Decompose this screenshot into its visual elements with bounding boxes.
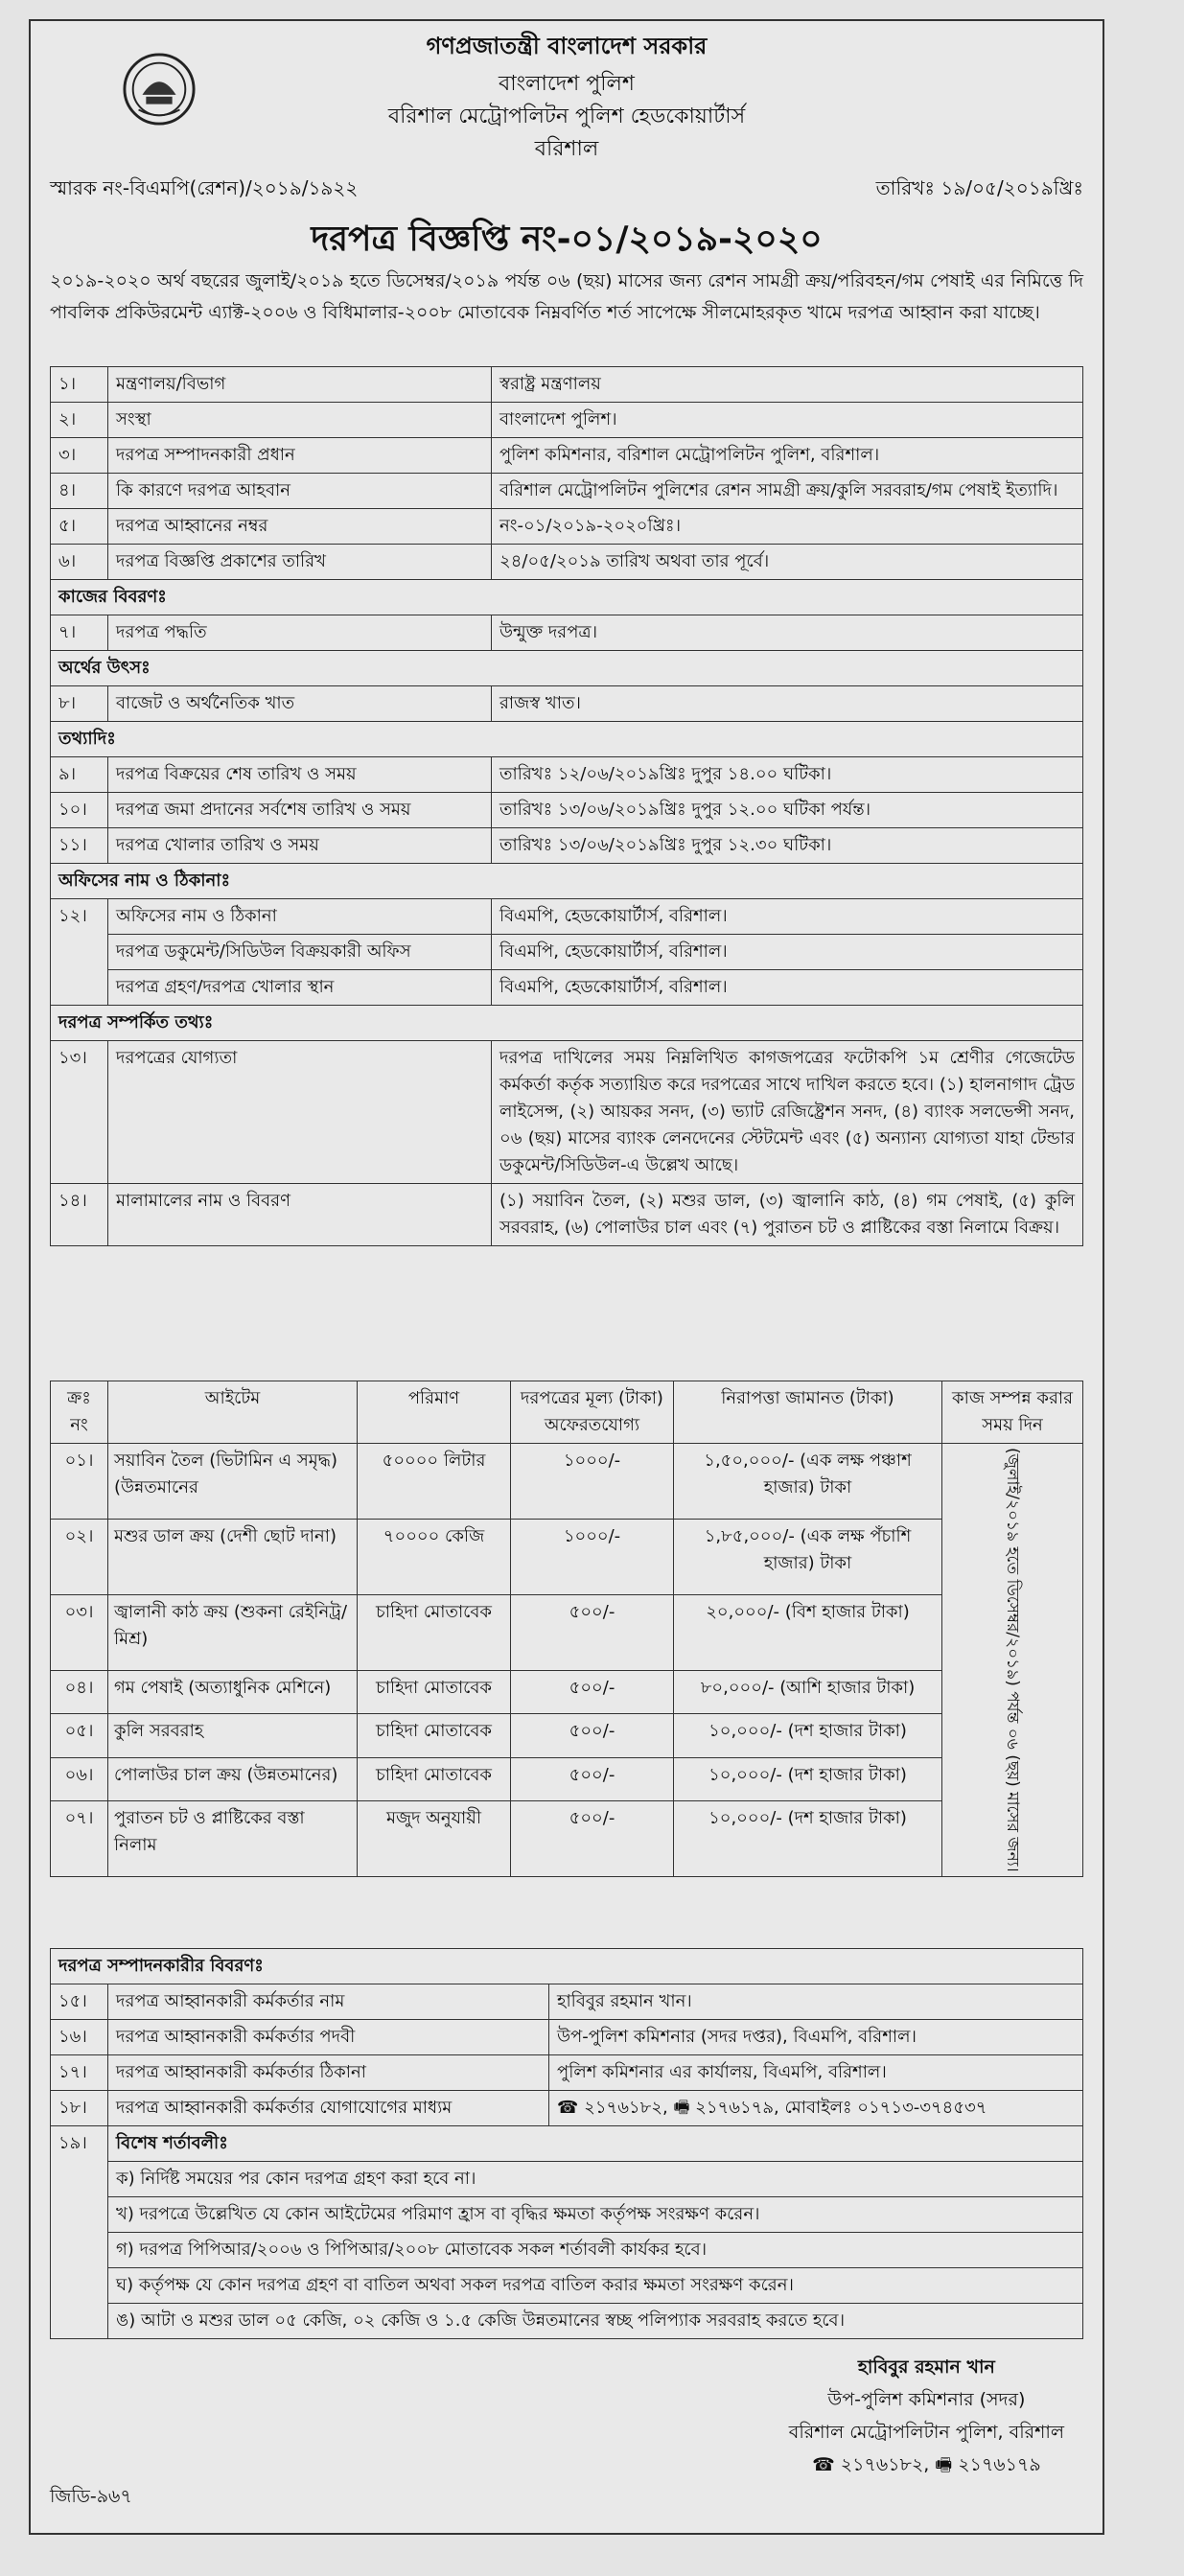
gd-number: জিডি-৯৬৭ [50, 2486, 132, 2507]
signer-phone: ☎ ২১৭৬১৮২, 🖷 ২১৭৬১৭৯ [812, 2454, 1041, 2475]
condition-item: ঙ) আটা ও মশুর ডাল ০৫ কেজি, ০২ কেজি ও ১.৫ কেজি উন্নতমানের স্বচ্ছ পলিপ্যাক সরবরাহ করতে হবে। [116, 2310, 846, 2331]
section-work: কাজের বিবরণঃ [51, 580, 1083, 615]
city-name: বরিশাল [534, 137, 599, 161]
office-name: বরিশাল মেট্রোপলিটন পুলিশ হেডকোয়ার্টার্স [387, 104, 746, 128]
dept-name: বাংলাদেশ পুলিশ [499, 72, 635, 96]
table-row: ৪। কি কারণে দরপত্র আহবান বরিশাল মেট্রোপলিটন পুলিশের রেশন সামগ্রী ক্রয়/কুলি সরবরাহ/গম পেষাই ইত্যাদি। [51, 474, 1083, 509]
table-row: দরপত্র গ্রহণ/দরপত্র খোলার স্থান বিএমপি, হেডকোয়ার্টার্স, বরিশাল। [51, 970, 1083, 1006]
signer-office: বরিশাল মেট্রোপলিটান পুলিশ, বরিশাল [788, 2422, 1064, 2443]
table-row: ১৮। দরপত্র আহ্বানকারী কর্মকর্তার যোগাযোগের মাধ্যম ☎ ২১৭৬১৮২, 🖷 ২১৭৬১৭৯, মোবাইলঃ ০১৭১৩-৩৭৪৫৩৭ [51, 2091, 1083, 2126]
govt-title: গণপ্রজাতন্ত্রী বাংলাদেশ সরকার [426, 33, 708, 59]
table-row: ৯। দরপত্র বিক্রয়ের শেষ তারিখ ও সময় তারিখঃ ১২/০৬/২০১৯খ্রিঃ দুপুর ১৪.০০ ঘটিকা। [51, 757, 1083, 793]
table-row: ১১। দরপত্র খোলার তারিখ ও সময় তারিখঃ ১৩/০৬/২০১৯খ্রিঃ দুপুর ১২.৩০ ঘটিকা। [51, 828, 1083, 864]
section-official: দরপত্র সম্পাদনকারীর বিবরণঃ [51, 1949, 1083, 1984]
item-row: ০৬। পোলাউর চাল ক্রয় (উন্নতমানের) চাহিদা মোতাবেক ৫০০/- ১০,০০০/- (দশ হাজার টাকা) [51, 1757, 1083, 1800]
table-row: ১০। দরপত্র জমা প্রদানের সর্বশেষ তারিখ ও সময় তারিখঃ ১৩/০৬/২০১৯খ্রিঃ দুপুর ১২.০০ ঘটিকা পর্যন্ত। [51, 793, 1083, 828]
table-row: ৮। বাজেট ও অর্থনৈতিক খাত রাজস্ব খাত। [51, 686, 1083, 722]
section-office: অফিসের নাম ও ঠিকানাঃ [51, 864, 1083, 899]
table-row: ১৫। দরপত্র আহ্বানকারী কর্মকর্তার নাম হাবিবুর রহমান খান। [51, 1984, 1083, 2020]
item-row: ০৫। কুলি সরবরাহ চাহিদা মোতাবেক ৫০০/- ১০,০০০/- (দশ হাজার টাকা) [51, 1714, 1083, 1757]
table-row: ৫। দরপত্র আহ্বানের নম্বর নং-০১/২০১৯-২০২০খ্রিঃ। [51, 509, 1083, 545]
condition-item: ক) নির্দিষ্ট সময়ের পর কোন দরপত্র গ্রহণ করা হবে না। [108, 2162, 1082, 2197]
item-row: ০৪। গম পেষাই (অত্যাধুনিক মেশিনে) চাহিদা মোতাবেক ৫০০/- ৮০,০০০/- (আশি হাজার টাকা) [51, 1671, 1083, 1714]
items-time: (জুলাই/২০১৯ হতে ডিসেম্বর/২০১৯) পর্যন্ত ০৬ (ছয়) মাসের জন্য। [1003, 1448, 1022, 1872]
table-row: ৭। দরপত্র পদ্ধতি উন্মুক্ত দরপত্র। [51, 615, 1083, 651]
page-title: দরপত্র বিজ্ঞপ্তি নং-০১/২০১৯-২০২০ [311, 220, 823, 259]
table-row: ১৩। দরপত্রের যোগ্যতা দরপত্র দাখিলের সময় নিম্নলিখিত কাগজপত্রের ফটোকপি ১ম শ্রেণীর গেজেটেড কর্মকর্তা কর্তৃক সত্যায়িত করে দরপত্রের সাথে দাখিল করতে হবে। (১) হালনাগাদ ট্রেড লাইসেন্স, (২) আয়কর সনদ, (৩) ভ্যাট রেজিষ্ট্রেশন সনদ, (৪) ব্যাংক সলভেন্সী সনদ, ০৬ (ছয়) মাসের ব্যাংক লেনদেনের স্টেটমেন্ট এবং (৫) অন্যান্য যোগ্যতা যাহা টেন্ডার ডকুমেন্ট/সিডিউল-এ উল্লেখ আছে। [51, 1041, 1083, 1184]
table-row: ৬। দরপত্র বিজ্ঞপ্তি প্রকাশের তারিখ ২৪/০৫/২০১৯ তারিখ অথবা তার পূর্বে। [51, 545, 1083, 580]
table-row: ২। সংস্থা বাংলাদেশ পুলিশ। [51, 403, 1083, 438]
signer-post: উপ-পুলিশ কমিশনার (সদর) [827, 2389, 1026, 2410]
table-row: ১৭। দরপত্র আহ্বানকারী কর্মকর্তার ঠিকানা পুলিশ কমিশনার এর কার্যালয়, বিএমপি, বরিশাল। [51, 2055, 1083, 2091]
table-row: দরপত্র ডকুমেন্ট/সিডিউল বিক্রয়কারী অফিস বিএমপি, হেডকোয়ার্টার্স, বরিশাল। [51, 935, 1083, 970]
signature-block [789, 2351, 1064, 2481]
item-row: ০৭। পুরাতন চট ও প্লাষ্টিকের বস্তা নিলাম মজুদ অনুযায়ী ৫০০/- ১০,০০০/- (দশ হাজার টাকা) [51, 1800, 1083, 1876]
condition-item: ঘ) কর্তৃপক্ষ যে কোন দরপত্র গ্রহণ বা বাতিল অথবা সকল দরপত্র বাতিল করার ক্ষমতা সংরক্ষণ করেন। [108, 2268, 1082, 2304]
notice-frame [29, 19, 1104, 2535]
section-tender: দরপত্র সম্পর্কিত তথ্যঃ [51, 1006, 1083, 1041]
condition-item: খ) দরপত্রে উল্লেখিত যে কোন আইটেমের পরিমাণ হ্রাস বা বৃদ্ধির ক্ষমতা কর্তৃপক্ষ সংরক্ষণ করেন। [108, 2197, 1082, 2233]
notice-date: তারিখঃ ১৯/০৫/২০১৯খ্রিঃ [875, 176, 1083, 199]
table-row: ১২। অফিসের নাম ও ঠিকানা বিএমপি, হেডকোয়ার্টার্স, বরিশাল। [51, 899, 1083, 935]
section-fund: অর্থের উৎসঃ [51, 651, 1083, 686]
tender-info-table [50, 366, 1083, 1246]
item-row: ০২। মশুর ডাল ক্রয় (দেশী ছোট দানা) ৭০০০০ কেজি ১০০০/- ১,৮৫,০০০/- (এক লক্ষ পঁচাশি হাজার) টাকা [51, 1520, 1083, 1595]
conditions-title: বিশেষ শর্তাবলীঃ [108, 2126, 1082, 2162]
item-row: ০৩। জ্বালানী কাঠ ক্রয় (শুকনা রেইনিট্র/মিশ্র) চাহিদা মোতাবেক ৫০০/- ২০,০০০/- (বিশ হাজার টাকা) [51, 1595, 1083, 1671]
table-row: ১৯। বিশেষ শর্তাবলীঃ ক) নির্দিষ্ট সময়ের পর কোন দরপত্র গ্রহণ করা হবে না। খ) দরপত্রে উল্লেখিত যে কোন আইটেমের পরিমাণ হ্রাস বা বৃদ্ধির ক্ষমতা কর্তৃপক্ষ সংরক্ষণ করেন। গ) দরপত্র পিপিআর/২০০৬ ও পিপিআর/২০০৮ মোতাবেক সকল শর্তাবলী কার্যকর হবে। ঘ) কর্তৃপক্ষ যে কোন দরপত্র গ্রহণ বা বাতিল অথবা সকল দরপত্র বাতিল করার ক্ষমতা সংরক্ষণ করেন। ঙ) আটা ও মশুর ডাল ০৫ কেজি, ০২ কেজি ও ১.৫ কেজি উন্নতমানের স্বচ্ছ পলিপ্যাক সরবরাহ করতে হবে। [51, 2126, 1083, 2339]
table-row: ১৬। দরপত্র আহ্বানকারী কর্মকর্তার পদবী উপ-পুলিশ কমিশনার (সদর দপ্তর), বিএমপি, বরিশাল। [51, 2020, 1083, 2055]
memo-number: স্মারক নং-বিএমপি(রেশন)/২০১৯/১৯২২ [50, 176, 359, 199]
table-row: ১। মন্ত্রণালয়/বিভাগ স্বরাষ্ট্র মন্ত্রণালয় [51, 367, 1083, 403]
signer-name: হাবিবুর রহমান খান [857, 2356, 995, 2378]
table-row: ৩। দরপত্র সম্পাদনকারী প্রধান পুলিশ কমিশনার, বরিশাল মেট্রোপলিটন পুলিশ, বরিশাল। [51, 438, 1083, 474]
item-row: ০১। সয়াবিন তৈল (ভিটামিন এ সমৃদ্ধ) (উন্নতমানের ৫০০০০ লিটার ১০০০/- ১,৫০,০০০/- (এক লক্ষ পঞ্চাশ হাজার) টাকা (জুলাই/২০১৯ হতে ডিসেম্বর/২০১৯) পর্যন্ত ০৬ (ছয়) মাসের জন্য। [51, 1444, 1083, 1520]
condition-item: গ) দরপত্র পিপিআর/২০০৬ ও পিপিআর/২০০৮ মোতাবেক সকল শর্তাবলী কার্যকর হবে। [108, 2233, 1082, 2268]
items-header-row: ক্রঃ নং আইটেম পরিমাণ দরপত্রের মূল্য (টাকা) অফেরতযোগ্য নিরাপত্তা জামানত (টাকা) কাজ সম্পন্ন করার সময় দিন [51, 1381, 1083, 1444]
items-table [50, 1381, 1083, 1877]
official-table [50, 1948, 1083, 2339]
intro-text: ২০১৯-২০২০ অর্থ বছরের জুলাই/২০১৯ হতে ডিসেম্বর/২০১৯ পর্যন্ত ০৬ (ছয়) মাসের জন্য রেশন সামগ্রী ক্রয়/পরিবহন/গম পেষাই এর নিমিত্তে দি পাবলিক প্রকিউরমেন্ট এ্যাক্ট-২০০৬ ও বিধিমালার-২০০৮ মোতাবেক নিম্নবর্ণিত শর্ত সাপেক্ষে সীলমোহরকৃত খামে দরপত্র আহ্বান করা যাচ্ছে। [50, 270, 1083, 323]
table-row: ১৪। মালামালের নাম ও বিবরণ (১) সয়াবিন তৈল, (২) মশুর ডাল, (৩) জ্বালানি কাঠ, (৪) গম পেষাই, (৫) কুলি সরবরাহ, (৬) পোলাউর চাল এবং (৭) পুরাতন চট ও প্লাষ্টিকের বস্তা নিলামে বিক্রয়। [51, 1184, 1083, 1246]
section-info: তথ্যাদিঃ [51, 722, 1083, 757]
